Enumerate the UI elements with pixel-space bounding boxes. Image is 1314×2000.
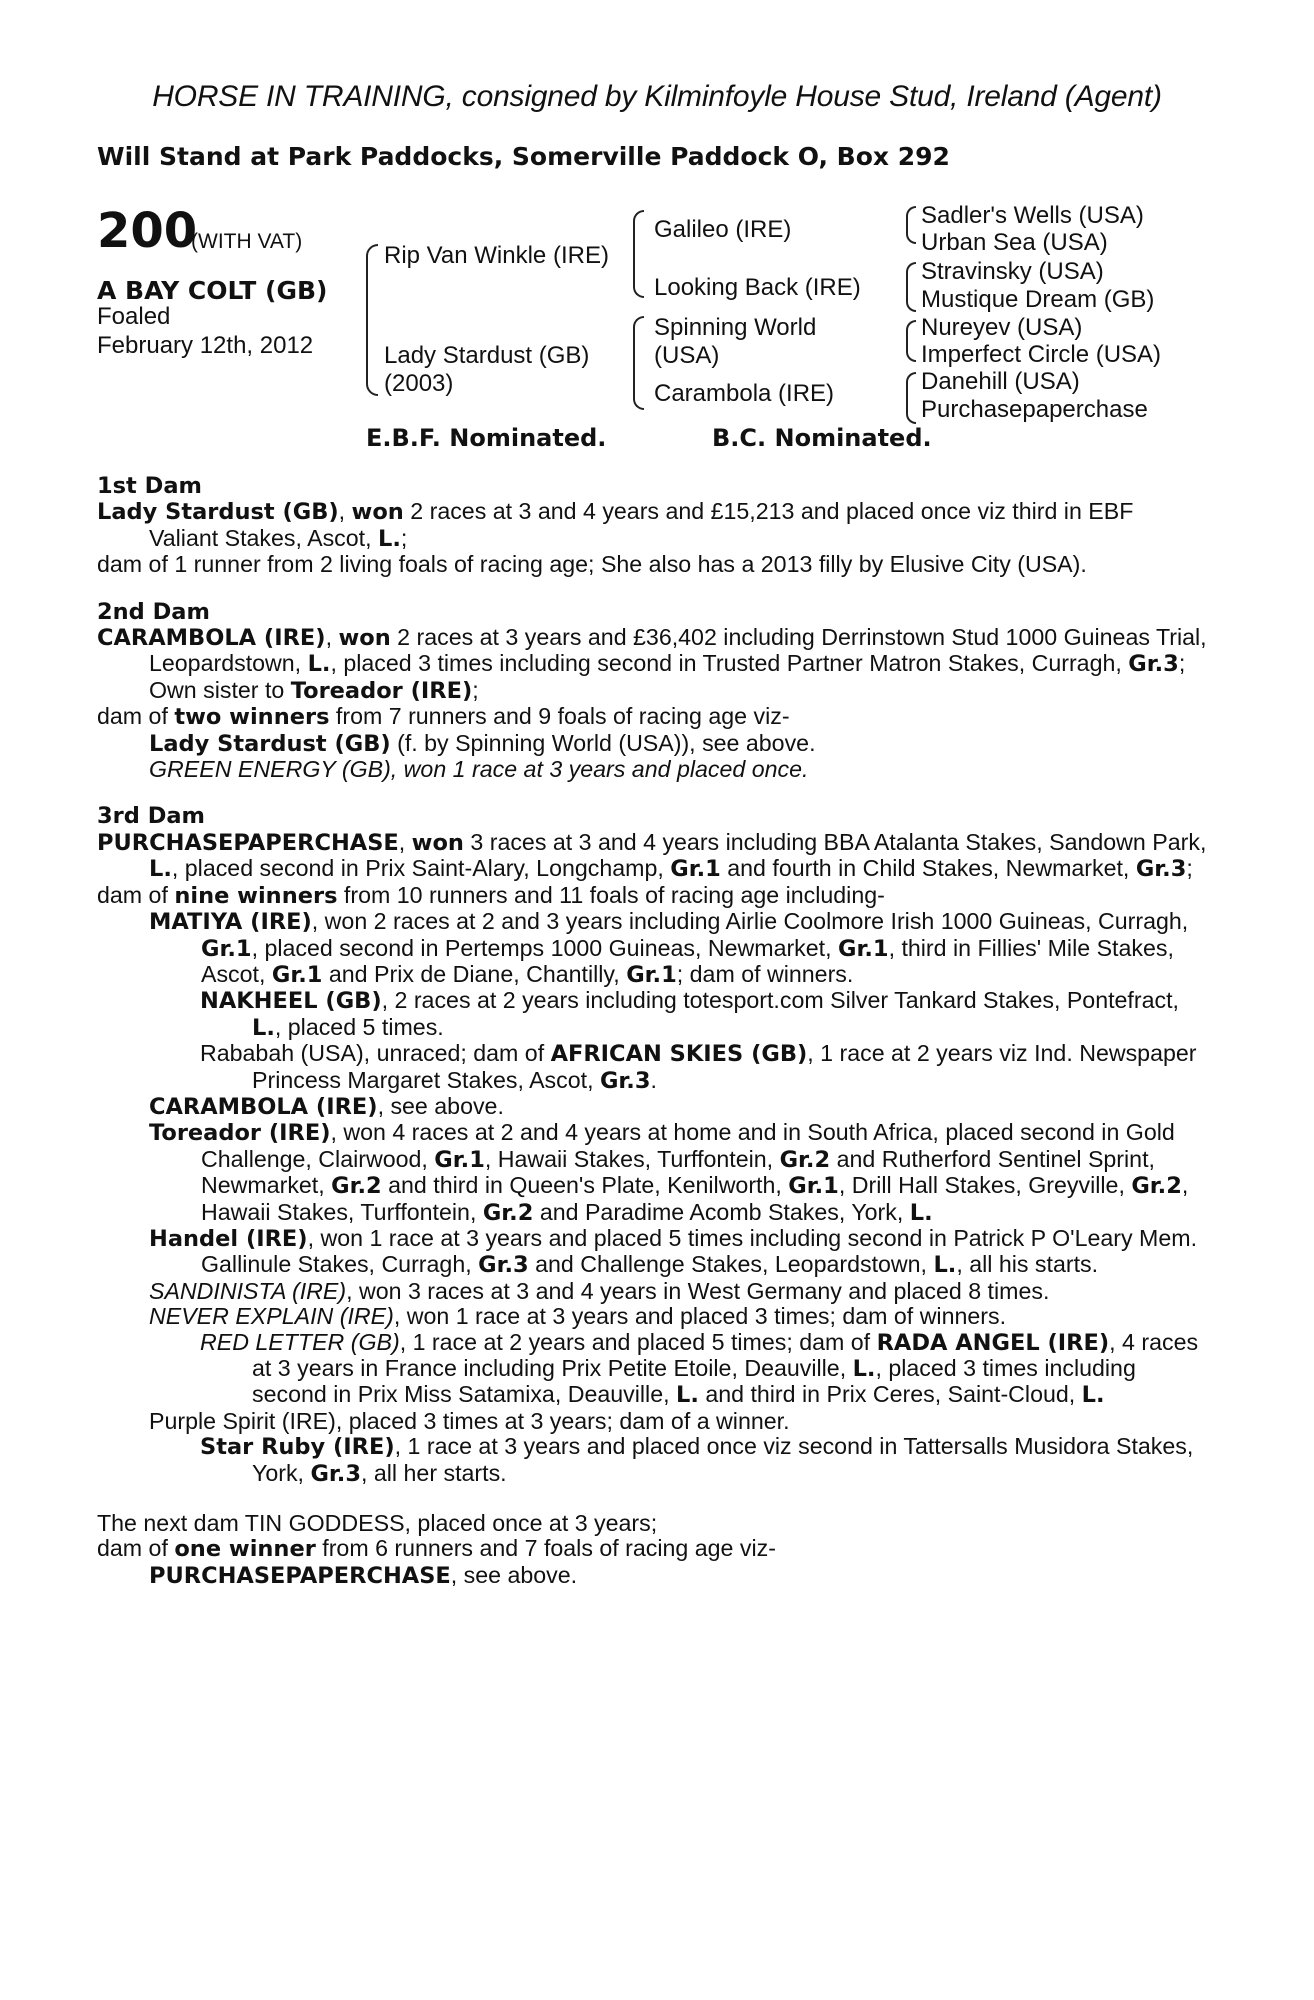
record-text: ;	[1186, 855, 1193, 882]
record-text: , 1 race at 2 years and placed 5 times; dam of	[399, 1328, 877, 1355]
record-text: (f. by Spinning World (USA)), see above.	[390, 729, 816, 756]
pedigree-sire-sire: Galileo (IRE)	[654, 216, 792, 243]
record-text: dam of	[97, 881, 175, 908]
record-text: , Drill Hall Stakes, Greyville,	[838, 1172, 1132, 1199]
record-text: ; Own sister to	[149, 650, 1186, 703]
foal-sandinista	[97, 1279, 1207, 1304]
horse-name: CARAMBOLA (IRE)	[149, 1093, 378, 1120]
second-dam-foal	[97, 731, 1207, 757]
pedigree-brace-dam	[633, 316, 644, 410]
pedigree-sire-dam: Looking Back (IRE)	[654, 274, 861, 301]
record-text: Rababah (USA), unraced; dam of	[200, 1040, 551, 1067]
won-label: won	[351, 499, 404, 526]
horse-name: Lady Stardust (GB)	[149, 730, 391, 757]
pedigree-brace-ds	[906, 320, 916, 362]
group-mark: Gr.2	[331, 1173, 382, 1200]
first-dam-heading: 1st Dam	[97, 473, 202, 499]
record-text: , see above.	[377, 1092, 504, 1119]
record-text: , won 1 race at 3 years and placed 5 times including second in Patrick P O'Leary Mem. Gallinule Stakes, Curragh,	[201, 1224, 1198, 1278]
winners-count: one winner	[174, 1536, 316, 1563]
foal-nakheel	[97, 988, 1207, 1041]
record-text: and Rutherford Sentinel Sprint, Newmarket,	[201, 1145, 1155, 1199]
foal-handel	[97, 1226, 1207, 1279]
horse-name: AFRICAN SKIES (GB)	[550, 1041, 808, 1068]
group-mark: Gr.1	[201, 935, 252, 962]
spacer	[97, 1487, 1207, 1511]
group-mark: Gr.2	[482, 1199, 534, 1226]
bc-nominated: B.C. Nominated.	[712, 424, 932, 452]
pedigree-brace-sire	[633, 210, 644, 298]
group-mark: Gr.1	[670, 856, 721, 883]
group-mark: Gr.3	[310, 1460, 361, 1487]
pedigree-dam-sire-country: (USA)	[654, 342, 720, 369]
pedigree-ddd: Purchasepaperchase	[921, 396, 1148, 423]
record-text: , Hawaii Stakes, Turffontein,	[201, 1172, 1189, 1225]
listed-mark: L.	[1081, 1382, 1105, 1409]
listed-mark: L.	[378, 525, 401, 552]
foal-toreador	[97, 1120, 1207, 1226]
record-text: , placed 3 times including second in Prix Miss Satamixa, Deauville,	[252, 1355, 1136, 1408]
record-text: .	[650, 1066, 657, 1093]
pedigree-sss: Sadler's Wells (USA)	[921, 202, 1144, 229]
pedigree-brace-ss	[906, 206, 916, 244]
won-label: won	[338, 625, 391, 652]
pedigree-dam-name: Lady Stardust (GB)	[384, 342, 590, 369]
second-dam-produce	[97, 704, 1207, 730]
record-text: ;	[400, 524, 408, 551]
group-mark: Gr.2	[779, 1146, 831, 1173]
group-mark: Gr.3	[599, 1067, 651, 1094]
won-label: won	[411, 829, 464, 856]
record-text: dam of	[97, 1535, 175, 1562]
record-text: , 1 race at 3 years and placed once viz second in Tattersalls Musidora Stakes, York,	[252, 1433, 1194, 1486]
horse-name: CARAMBOLA (IRE)	[97, 625, 326, 652]
pedigree-dam-dam: Carambola (IRE)	[654, 380, 835, 407]
listed-mark: L.	[909, 1199, 933, 1226]
group-mark: Gr.1	[838, 935, 889, 962]
foaled-label: Foaled	[97, 303, 171, 330]
pedigree-brace-sd	[906, 262, 916, 312]
next-dam-produce	[97, 1536, 1207, 1562]
record-text: dam of	[97, 703, 175, 730]
second-dam-foal	[97, 757, 1207, 782]
record-text: , 4 races at 3 years in France including Prix Petite Etoile, Deauville,	[252, 1328, 1199, 1381]
listed-mark: L.	[852, 1356, 876, 1382]
horse-name: NAKHEEL (GB)	[200, 988, 382, 1015]
pedigree-dam-sire-name: Spinning World	[654, 314, 817, 341]
record-text: and Challenge Stakes, Leopardstown,	[528, 1251, 934, 1278]
record-text: ; dam of winners.	[676, 960, 854, 987]
next-dam-line: The next dam TIN GODDESS, placed once at 3 years;	[97, 1510, 658, 1537]
record-text: , placed 3 times including second in Trusted Partner Matron Stakes, Curragh,	[330, 650, 1129, 677]
record-text: , won 3 races at 3 and 4 years in West Germany and placed 8 times.	[346, 1277, 1050, 1304]
pedigree-sdd: Mustique Dream (GB)	[921, 286, 1155, 313]
pedigree-sire: Rip Van Winkle (IRE)	[384, 242, 609, 269]
produce-record	[97, 474, 1207, 1589]
pedigree-dds: Danehill (USA)	[921, 368, 1080, 395]
record-text: , won 1 race at 3 years and placed once.	[390, 756, 809, 783]
pedigree-dam-year: (2003)	[384, 370, 454, 397]
horse-name: MATIYA (IRE)	[149, 909, 312, 936]
pedigree-brace-main	[366, 244, 378, 396]
pedigree-dss: Nureyev (USA)	[921, 314, 1083, 341]
record-text: , placed 5 times.	[274, 1013, 444, 1040]
third-dam-record: PURCHASEPAPERCHASE, won 3 races at 3 and 4 years including BBA Atalanta Stakes, Sandown Park, L., placed second in Prix Saint-Alary, Longchamp, Gr.1 and fourth in Child Stakes, Newmarket, Gr.3;	[97, 828, 1207, 883]
page-title: HORSE IN TRAINING, consigned by Kilminfoyle House Stud, Ireland (Agent)	[152, 80, 1162, 113]
first-dam-record: Lady Stardust (GB), won 2 races at 3 and 4 years and £15,213 and placed once viz third in EBF Valiant Stakes, Ascot, L.;	[97, 498, 1134, 552]
listed-mark: L.	[252, 1014, 275, 1041]
horse-name: Toreador (IRE)	[290, 677, 473, 704]
group-mark: Gr.3	[1135, 856, 1187, 883]
record-text: and third in Queen's Plate, Kenilworth,	[381, 1172, 789, 1199]
third-dam-produce	[97, 883, 1207, 909]
foal-matiya	[97, 909, 1207, 988]
horse-name: RED LETTER (GB)	[200, 1328, 400, 1355]
foal-star-ruby	[97, 1434, 1207, 1487]
record-text: , see above.	[450, 1561, 578, 1588]
foal-never-explain	[97, 1304, 1207, 1329]
record-text: , placed second in Prix Saint-Alary, Longchamp,	[171, 855, 671, 882]
record-text: and third in Prix Ceres, Saint-Cloud,	[698, 1381, 1082, 1408]
stand-location: Will Stand at Park Paddocks, Somerville Paddock O, Box 292	[97, 142, 950, 171]
record-text: , Hawaii Stakes, Turffontein,	[484, 1145, 780, 1172]
horse-name: NEVER EXPLAIN (IRE)	[149, 1303, 394, 1330]
group-mark: Gr.3	[478, 1252, 529, 1279]
horse-name: GREEN ENERGY (GB)	[149, 756, 391, 783]
lot-number: 200	[97, 203, 198, 259]
group-mark: Gr.1	[626, 961, 677, 988]
winners-count: nine winners	[174, 882, 338, 909]
second-dam-record: CARAMBOLA (IRE), won 2 races at 3 years and £36,402 including Derrinstown Stud 1000 Guineas Trial, Leopardstown, L., placed 3 times including second in Trusted Partner Matron Stakes, Curragh, Gr.3; Own sister to Toreador (IRE);	[97, 624, 1207, 704]
record-text: , won 2 races at 2 and 3 years including Airlie Coolmore Irish 1000 Guineas, Curragh,	[311, 908, 1189, 935]
record-text: from 6 runners and 7 foals of racing age viz-	[315, 1535, 776, 1562]
record-text: 3 races at 3 and 4 years including BBA Atalanta Stakes, Sandown Park,	[463, 828, 1207, 855]
record-text: , won 1 race at 3 years and placed 3 times; dam of winners.	[393, 1303, 1007, 1330]
foal-carambola	[97, 1094, 1207, 1120]
third-dam-heading: 3rd Dam	[97, 803, 205, 830]
record-text: , all his starts.	[956, 1251, 1099, 1278]
first-dam-produce: dam of 1 runner from 2 living foals of racing age; She also has a 2013 filly by Elusive City (USA).	[97, 551, 1087, 578]
group-mark: Gr.1	[434, 1146, 485, 1173]
foal-rababah	[97, 1041, 1207, 1094]
group-mark: Gr.3	[1128, 651, 1179, 678]
record-text: 2 races at 3 years and £36,402 including Derrinstown Stud 1000 Guineas Trial, Leopardstown,	[149, 624, 1207, 677]
record-text: from 10 runners and 11 foals of racing age including-	[337, 881, 885, 908]
listed-mark: L.	[149, 856, 172, 883]
pedigree-sds: Stravinsky (USA)	[921, 258, 1104, 285]
horse-description: A BAY COLT (GB)	[97, 276, 328, 305]
group-mark: Gr.1	[788, 1173, 839, 1200]
vat-note: (WITH VAT)	[191, 230, 303, 253]
winners-count: two winners	[174, 704, 330, 731]
record-text: , placed second in Pertemps 1000 Guineas, Newmarket,	[251, 934, 838, 961]
record-text: and fourth in Child Stakes, Newmarket,	[720, 855, 1136, 882]
pedigree-brace-dd	[906, 372, 916, 424]
pedigree-ssd: Urban Sea (USA)	[921, 229, 1108, 256]
record-text: and Paradime Acomb Stakes, York,	[533, 1198, 910, 1225]
record-text: , third in Fillies' Mile Stakes, Ascot,	[201, 934, 1174, 987]
listed-mark: L.	[307, 651, 331, 678]
foaled-date: February 12th, 2012	[97, 332, 314, 359]
foal-red-letter	[97, 1330, 1207, 1409]
record-text: , 2 races at 2 years including totesport.com Silver Tankard Stakes, Pontefract,	[381, 987, 1179, 1014]
horse-name: RADA ANGEL (IRE)	[876, 1329, 1110, 1356]
listed-mark: L.	[933, 1252, 957, 1279]
record-text: and Prix de Diane, Chantilly,	[322, 960, 627, 987]
foal-purple-spirit: Purple Spirit (IRE), placed 3 times at 3 years; dam of a winner.	[149, 1407, 790, 1434]
horse-name: PURCHASEPAPERCHASE	[149, 1562, 451, 1589]
record-text: , all her starts.	[361, 1459, 507, 1486]
horse-name: Toreador (IRE)	[149, 1120, 331, 1147]
group-mark: Gr.1	[271, 961, 323, 988]
group-mark: Gr.2	[1131, 1173, 1182, 1200]
second-dam-heading: 2nd Dam	[97, 598, 210, 625]
record-text: , 1 race at 2 years viz Ind. Newspaper Princess Margaret Stakes, Ascot,	[252, 1040, 1197, 1093]
ebf-nominated: E.B.F. Nominated.	[366, 424, 607, 452]
horse-name: Star Ruby (IRE)	[200, 1434, 395, 1461]
record-text: 2 races at 3 and 4 years and £15,213 and placed once viz third in EBF Valiant Stakes, Ascot,	[149, 498, 1134, 551]
next-dam-foal	[97, 1563, 1207, 1589]
horse-name: PURCHASEPAPERCHASE	[97, 829, 399, 856]
pedigree-dam	[384, 342, 589, 398]
foaled-info	[97, 302, 313, 360]
listed-mark: L.	[675, 1382, 699, 1409]
record-text: from 7 runners and 9 foals of racing age viz-	[329, 703, 790, 730]
record-text: , won 4 races at 2 and 4 years at home and in South Africa, placed second in Gold Challenge, Clairwood,	[201, 1119, 1175, 1172]
record-text: ;	[472, 676, 479, 703]
horse-name: Handel (IRE)	[149, 1225, 308, 1252]
pedigree-dam-sire	[654, 314, 816, 370]
horse-name: SANDINISTA (IRE)	[149, 1277, 347, 1304]
pedigree-dsd: Imperfect Circle (USA)	[921, 341, 1162, 368]
horse-name: Lady Stardust (GB)	[97, 499, 339, 526]
